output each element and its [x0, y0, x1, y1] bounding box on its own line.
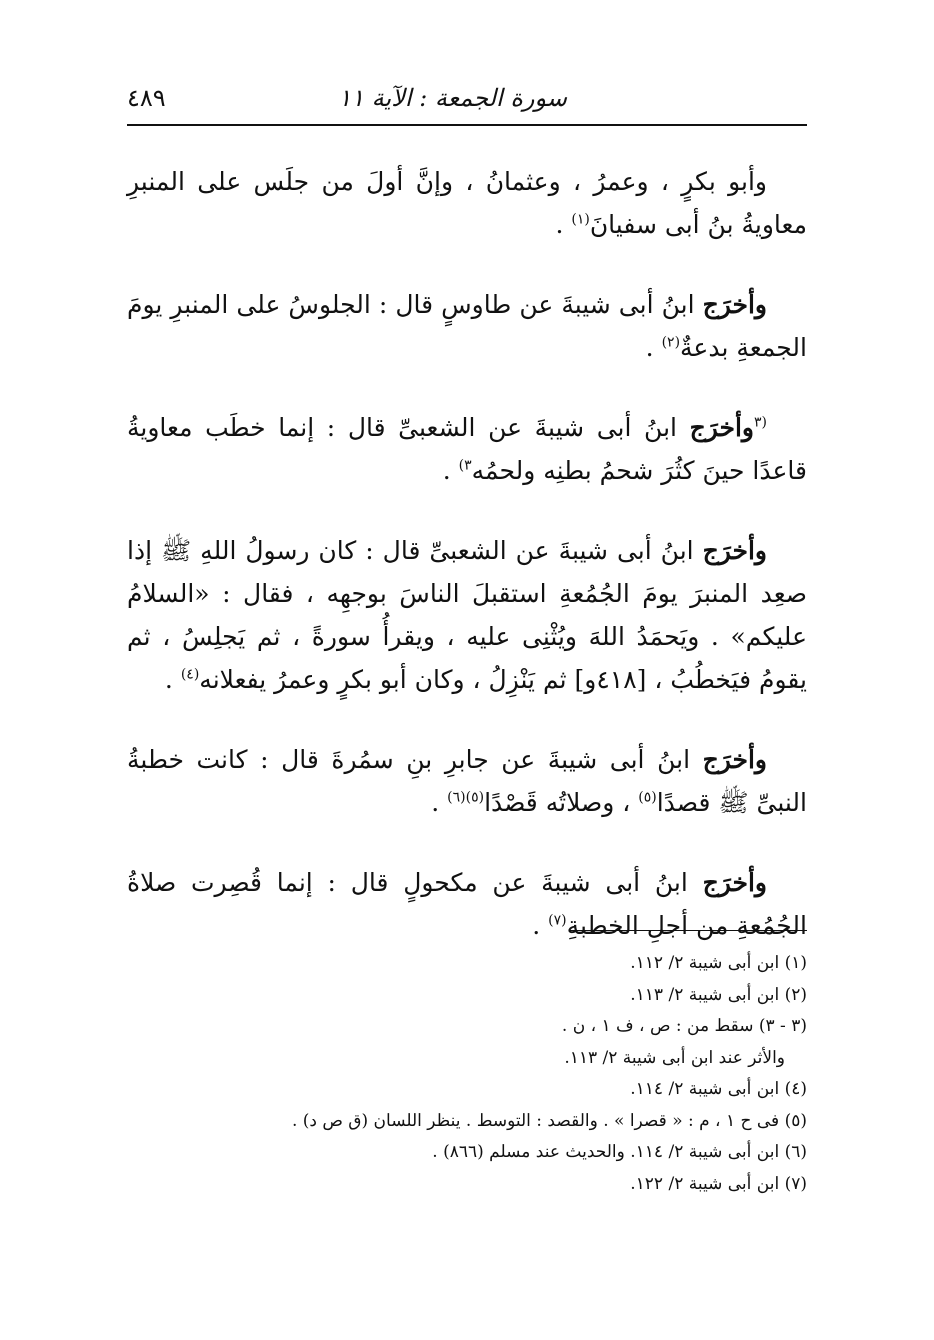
- paragraph-text: ابنُ أبى شيبةَ عن مكحولٍ قال : إنما قُصِرت صلاةُ الجُمُعةِ من أجلِ الخطبةِ: [127, 868, 807, 940]
- page-number: ٤٨٩: [127, 84, 166, 112]
- footnotes: [127, 948, 807, 1200]
- footnote-ref: (٣: [754, 414, 767, 431]
- header-title: سورة الجمعة : الآية ١١: [338, 84, 567, 112]
- paragraph-end: .: [555, 210, 572, 239]
- footnote-ref: (٥): [638, 789, 657, 806]
- footnote-ref: (٤): [180, 666, 200, 683]
- paragraph-lead: وأخرَج: [702, 745, 767, 774]
- paragraph-lead: وأخرَج: [702, 536, 767, 565]
- paragraph-text: ابنُ أبى شيبةَ عن طاوسٍ قال : الجلوسُ على المنبرِ يومَ الجمعةِ بدعةٌ: [127, 290, 807, 362]
- footnote: (٧) ابن أبى شيبة ٢/ ١٢٢.: [630, 1173, 807, 1194]
- paragraph-text: وأبو بكرٍ ، وعمرُ ، وعثمانُ ، وإنَّ أولَ من جلَس على المنبرِ معاويةُ بنُ أبى سفيانَ: [127, 167, 807, 239]
- header-rule: [127, 124, 807, 126]
- footnote: (٢) ابن أبى شيبة ٢/ ١١٣.: [630, 984, 807, 1005]
- footnote: (٤) ابن أبى شيبة ٢/ ١١٤.: [630, 1079, 807, 1099]
- footnote-rule: [570, 930, 807, 931]
- footnote: (١) ابن أبى شيبة ٢/ ١١٢.: [630, 953, 807, 973]
- paragraph: [127, 160, 807, 246]
- running-header: [127, 78, 807, 118]
- paragraph-end: .: [645, 333, 662, 362]
- footnote: (٣ - ٣) سقط من : ص ، ف ١ ، ن .: [561, 1016, 807, 1036]
- main-text: [127, 160, 807, 984]
- footnote-ref: (١): [571, 211, 590, 228]
- paragraph-text: ابنُ أبى شيبةَ عن الشعبىِّ قال : كان رسولُ اللهِ ﷺ إذا صعِد المنبرَ يومَ الجُمُعةِ استقبلَ الناسَ بوجهِه ، فقال : «السلامُ عليكم» . ويَحمَدُ اللهَ ويُثْنِى عليه ، ويقرأُ سورةً ، ثم يَجلِسُ ، ثم يقومُ فيَخطُبُ ، [٤١٨و] ثم يَنْزِلُ ، وكان أبو بكرٍ وعمرُ يفعلانه: [127, 536, 807, 694]
- footnote-ref: ٣): [458, 457, 472, 474]
- footnote-continuation: والأثر عند ابن أبى شيبة ٢/ ١١٣.: [564, 1047, 785, 1068]
- paragraph: [127, 529, 807, 701]
- paragraph: [127, 861, 807, 947]
- paragraph-text: ابنُ أبى شيبةَ عن جابرِ بنِ سمُرةَ قال : كانت خطبةُ النبىِّ ﷺ قصدًا: [127, 745, 807, 817]
- footnote: (٦) ابن أبى شيبة ٢/ ١١٤. والحديث عند مسلم (٨٦٦) .: [432, 1142, 807, 1162]
- paragraph-lead: وأخرَج: [689, 413, 754, 442]
- footnote: (٥) فى ح ١ ، م : « قصرا » . والقصد : التوسط . ينظر اللسان (ق ص د) .: [291, 1110, 807, 1131]
- paragraph-end: .: [532, 911, 549, 940]
- paragraph: [127, 406, 807, 492]
- paragraph-lead: وأخرَج: [702, 290, 767, 319]
- paragraph: [127, 283, 807, 369]
- paragraph-text: ابنُ أبى شيبةَ عن الشعبىِّ قال : إنما خطَب معاويةُ قاعدًا حينَ كثُرَ شحمُ بطنِه ولحمُه: [127, 413, 807, 485]
- paragraph-lead: وأخرَج: [702, 868, 767, 897]
- footnote-ref: (٢): [661, 334, 681, 351]
- footnote-ref: (٧): [548, 912, 567, 929]
- paragraph: [127, 738, 807, 824]
- footnote-ref: (٥)(٦): [447, 789, 485, 806]
- paragraph-end: .: [442, 456, 459, 485]
- paragraph-mid: ، وصلاتُه قَصْدًا: [484, 788, 639, 817]
- paragraph-end: .: [164, 665, 181, 694]
- paragraph-end: .: [431, 788, 448, 817]
